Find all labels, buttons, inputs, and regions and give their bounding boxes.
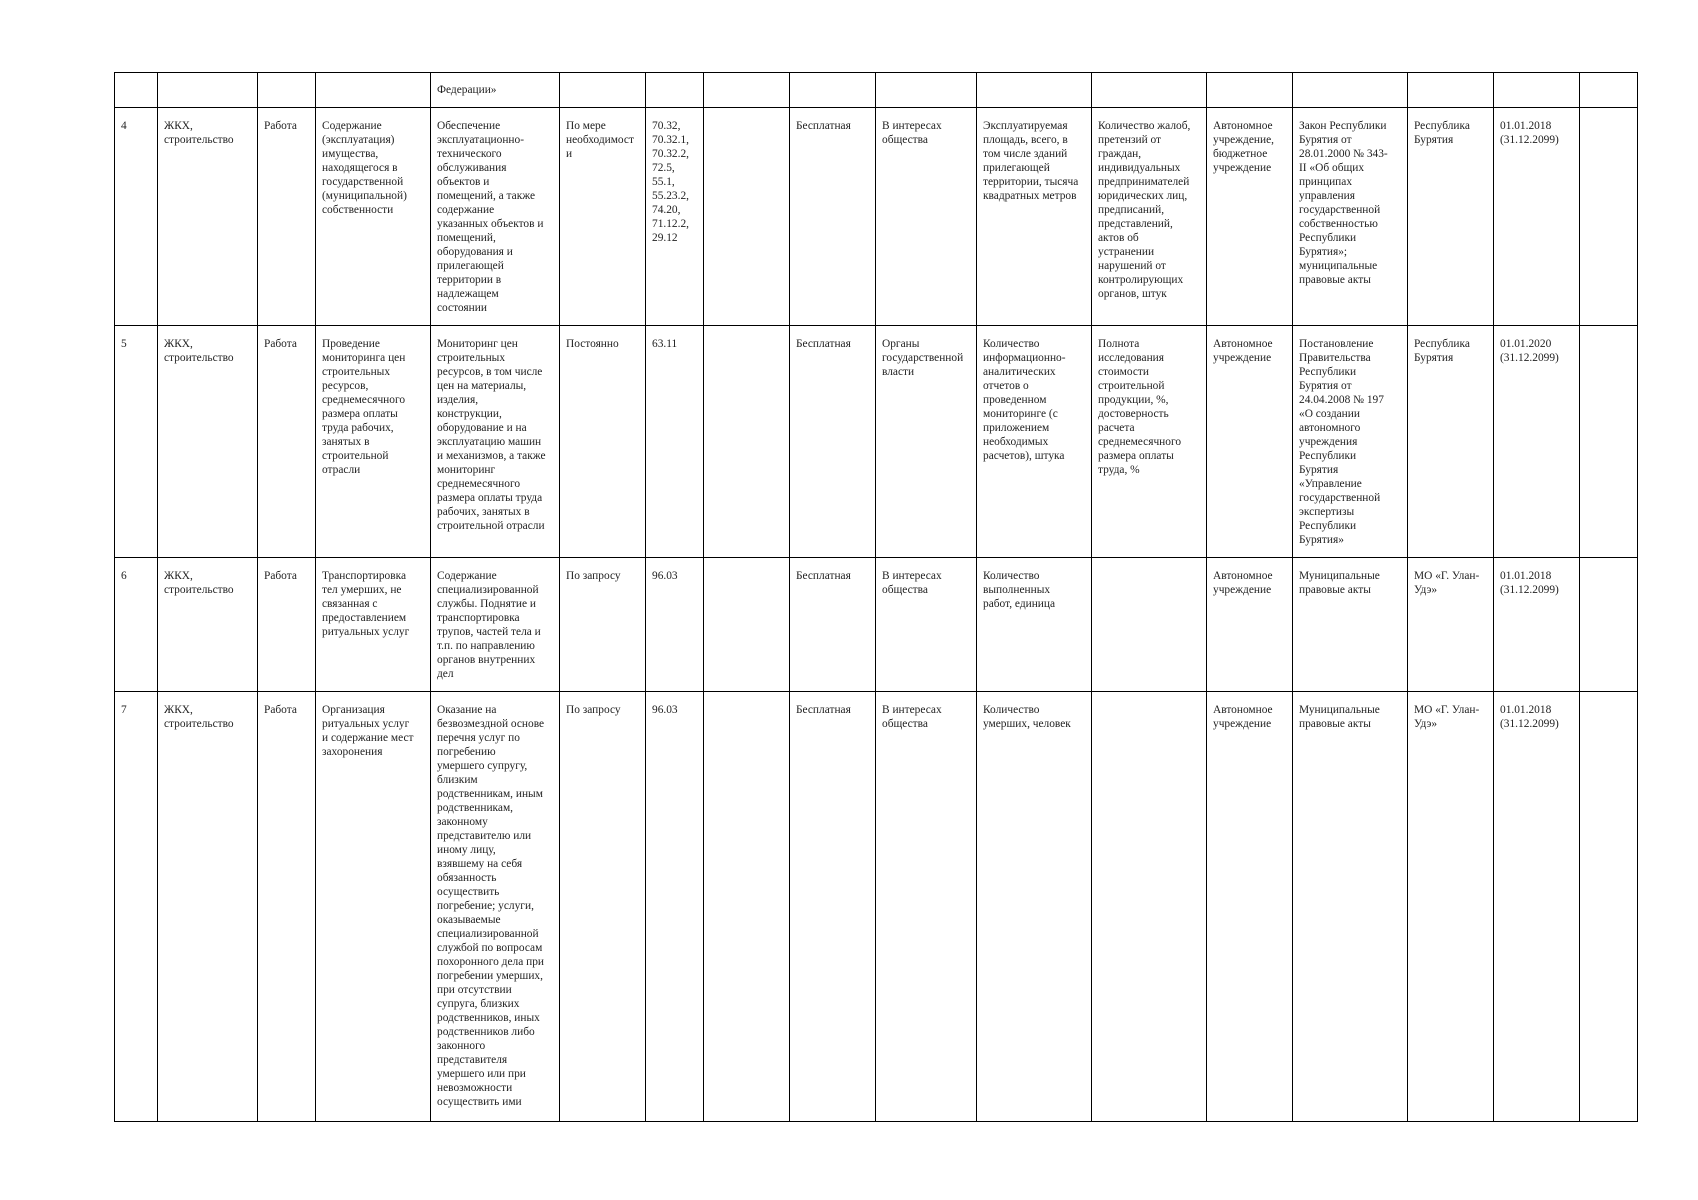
services-table [114, 72, 1638, 1122]
cell-extra-col [1580, 73, 1638, 108]
cell-row-number: 6 [115, 558, 158, 692]
cell-row-number [115, 73, 158, 108]
cell-sphere: ЖКХ, строительство [158, 558, 258, 692]
cell-service-name: Транспортировка тел умерших, не связанная с предоставлением ритуальных услуг [316, 558, 431, 692]
cell-extra-col [1580, 108, 1638, 326]
cell-legal-basis: Закон Республики Бурятия от 28.01.2000 № 343- II «Об общих принципах управления государственной собственностью Республики Бурятия»; муниципальные правовые акты [1293, 108, 1408, 326]
cell-institution-type: Автономное учреждение [1207, 692, 1293, 1122]
cell-legal-basis: Муниципальные правовые акты [1293, 692, 1408, 1122]
cell-quality-indicator [1092, 558, 1207, 692]
cell-service-name: Содержание (эксплуатация) имущества, находящегося в государственной (муниципальной) собственности [316, 108, 431, 326]
cell-type: Работа [258, 558, 316, 692]
cell-territory [1408, 73, 1494, 108]
cell-quality-indicator [1092, 692, 1207, 1122]
cell-volume-indicator: Количество информационно- аналитических отчетов о проведенном мониторинге (с приложением необходимых расчетов), штука [977, 326, 1092, 558]
cell-empty-col [704, 73, 790, 108]
cell-sphere: ЖКХ, строительство [158, 692, 258, 1122]
cell-institution-type: Автономное учреждение [1207, 558, 1293, 692]
table-row [115, 108, 1638, 326]
cell-institution-type: Автономное учреждение, бюджетное учреждение [1207, 108, 1293, 326]
cell-service-name: Проведение мониторинга цен строительных ресурсов, среднемесячного размера оплаты труда рабочих, занятых в строительной отрасли [316, 326, 431, 558]
cell-validity-period: 01.01.2018 (31.12.2099) [1494, 108, 1580, 326]
table-row [115, 558, 1638, 692]
cell-legal-basis: Постановление Правительства Республики Бурятия от 24.04.2008 № 197 «О создании автономного учреждения Республики Бурятия «Управление государственной экспертизы Республики Бурятия» [1293, 326, 1408, 558]
cell-quality-indicator: Количество жалоб, претензий от граждан, индивидуальных предпринимателей юридических лиц, предписаний, представлений, актов об устранении нарушений от контролирующих органов, штук [1092, 108, 1207, 326]
cell-empty-col [704, 108, 790, 326]
cell-quality-indicator [1092, 73, 1207, 108]
cell-type: Работа [258, 326, 316, 558]
cell-payment [790, 73, 876, 108]
cell-consumers [876, 73, 977, 108]
cell-service-name: Организация ритуальных услуг и содержание мест захоронения [316, 692, 431, 1122]
cell-validity-period: 01.01.2018 (31.12.2099) [1494, 692, 1580, 1122]
cell-validity-period: 01.01.2020 (31.12.2099) [1494, 326, 1580, 558]
cell-quality-indicator: Полнота исследования стоимости строительной продукции, %, достоверность расчета среднемесячного размера оплаты труда, % [1092, 326, 1207, 558]
cell-type: Работа [258, 692, 316, 1122]
cell-payment: Бесплатная [790, 108, 876, 326]
cell-volume-indicator: Количество умерших, человек [977, 692, 1092, 1122]
cell-consumers: В интересах общества [876, 558, 977, 692]
cell-payment: Бесплатная [790, 326, 876, 558]
cell-okved-codes: 96.03 [646, 558, 704, 692]
cell-payment: Бесплатная [790, 558, 876, 692]
table-row [115, 692, 1638, 1122]
cell-type [258, 73, 316, 108]
cell-validity-period: 01.01.2018 (31.12.2099) [1494, 558, 1580, 692]
cell-volume-indicator [977, 73, 1092, 108]
cell-consumers: Органы государственной власти [876, 326, 977, 558]
cell-validity-period [1494, 73, 1580, 108]
cell-sphere: ЖКХ, строительство [158, 326, 258, 558]
cell-frequency: По мере необходимост и [560, 108, 646, 326]
cell-territory: МО «Г. Улан- Удэ» [1408, 692, 1494, 1122]
cell-frequency: Постоянно [560, 326, 646, 558]
cell-territory: Республика Бурятия [1408, 108, 1494, 326]
table-row [115, 73, 1638, 108]
cell-frequency [560, 73, 646, 108]
cell-volume-indicator: Эксплуатируемая площадь, всего, в том числе зданий прилегающей территории, тысяча квадратных метров [977, 108, 1092, 326]
cell-empty-col [704, 326, 790, 558]
cell-row-number: 7 [115, 692, 158, 1122]
cell-extra-col [1580, 692, 1638, 1122]
cell-extra-col [1580, 326, 1638, 558]
cell-frequency: По запросу [560, 692, 646, 1122]
cell-service-content: Мониторинг цен строительных ресурсов, в том числе цен на материалы, изделия, конструкции, оборудование и на эксплуатацию машин и механизмов, а также мониторинг среднемесячного размера оплаты труда рабочих, занятых в строительной отрасли [431, 326, 560, 558]
cell-sphere [158, 73, 258, 108]
cell-payment: Бесплатная [790, 692, 876, 1122]
cell-row-number: 4 [115, 108, 158, 326]
cell-service-content: Обеспечение эксплуатационно- технического обслуживания объектов и помещений, а также содержание указанных объектов и помещений, оборудования и прилегающей территории в надлежащем состоянии [431, 108, 560, 326]
cell-legal-basis: Муниципальные правовые акты [1293, 558, 1408, 692]
cell-consumers: В интересах общества [876, 692, 977, 1122]
cell-territory: МО «Г. Улан- Удэ» [1408, 558, 1494, 692]
cell-volume-indicator: Количество выполненных работ, единица [977, 558, 1092, 692]
cell-type: Работа [258, 108, 316, 326]
cell-institution-type: Автономное учреждение [1207, 326, 1293, 558]
cell-institution-type [1207, 73, 1293, 108]
cell-consumers: В интересах общества [876, 108, 977, 326]
cell-empty-col [704, 692, 790, 1122]
cell-empty-col [704, 558, 790, 692]
cell-okved-codes [646, 73, 704, 108]
cell-row-number: 5 [115, 326, 158, 558]
cell-okved-codes: 96.03 [646, 692, 704, 1122]
cell-service-content: Оказание на безвозмездной основе перечня услуг по погребению умершего супругу, близким родственникам, иным родственникам, законному представителю или иному лицу, взявшему на себя обязанность осуществить погребение; услуги, оказываемые специализированной службой по вопросам похоронного дела при погребении умерших, при отсутствии супруга, близких родственников, иных родственников либо законного представителя умершего или при невозможности осуществить ими [431, 692, 560, 1122]
cell-extra-col [1580, 558, 1638, 692]
cell-okved-codes: 70.32, 70.32.1, 70.32.2, 72.5, 55.1, 55.23.2, 74.20, 71.12.2, 29.12 [646, 108, 704, 326]
cell-service-content: Содержание специализированной службы. Поднятие и транспортировка трупов, частей тела и т.п. по направлению органов внутренних дел [431, 558, 560, 692]
cell-frequency: По запросу [560, 558, 646, 692]
cell-territory: Республика Бурятия [1408, 326, 1494, 558]
cell-okved-codes: 63.11 [646, 326, 704, 558]
cell-legal-basis [1293, 73, 1408, 108]
cell-service-name [316, 73, 431, 108]
cell-sphere: ЖКХ, строительство [158, 108, 258, 326]
table-row [115, 326, 1638, 558]
cell-service-content: Федерации» [431, 73, 560, 108]
